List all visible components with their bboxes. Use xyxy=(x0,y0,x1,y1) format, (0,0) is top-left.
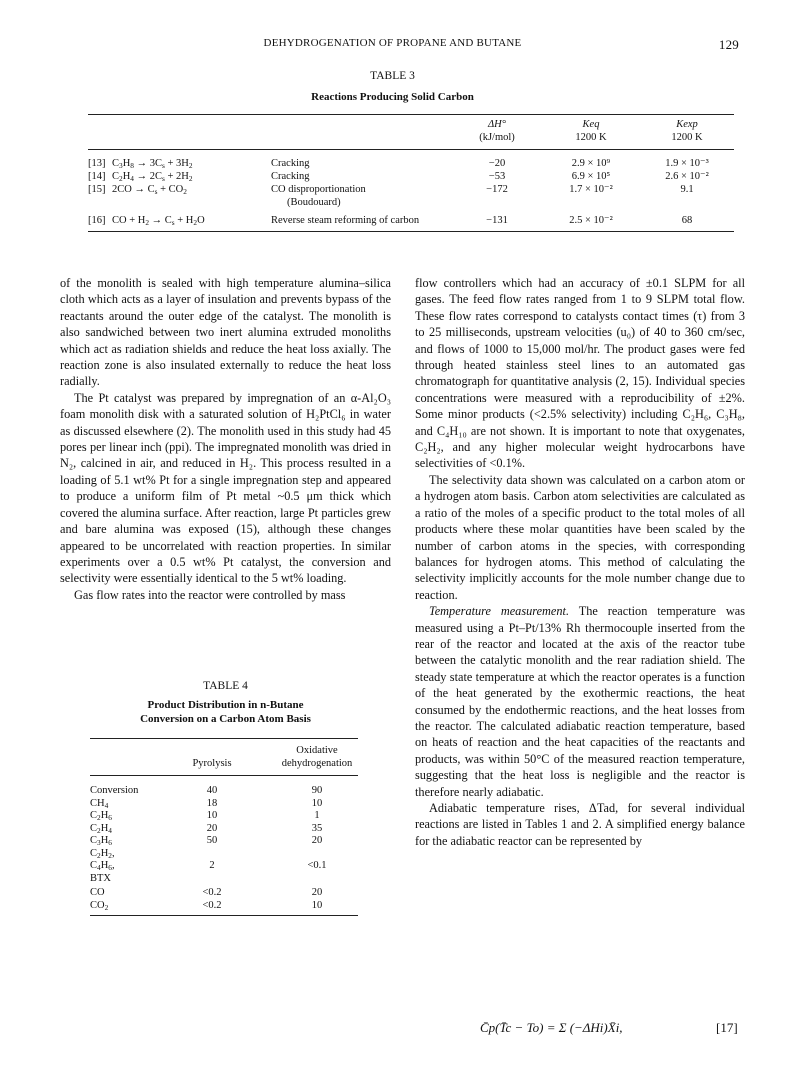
table4-top-rule xyxy=(90,738,358,739)
table-row: $C_2H_4$ 20 35 xyxy=(90,822,323,835)
table3-top-rule xyxy=(88,114,734,115)
table-row: [13] $C_3H_8 \to 3C_s + 3H_2$ Cracking −20 2.9 × 10⁹ 1.9 × 10⁻³ xyxy=(88,158,709,170)
table3-col-kexp: Kexp 1200 K xyxy=(671,119,703,143)
table4-col-pyrolysis: Pyrolysis xyxy=(192,758,232,769)
table4-title: Product Distribution in n-Butane Conversion on a Carbon Atom Basis xyxy=(140,699,311,725)
reaction-formula: $2CO \to C_s + CO_2$ xyxy=(112,184,187,196)
table-row: [16] CO + $H_2 \to C_s + H_2O$ Reverse steam reforming of carbon −131 2.5 × 10⁻² 68 xyxy=(88,215,693,227)
page-number: 129 xyxy=(718,37,739,52)
paragraph: The Pt catalyst was prepared by impregnation of an α-Al₂O₃ foam monolith disk with a saturated solution of H₂PtCl₆ in water as discussed elsewhere (2). The monolith used in this study had 45 pores per linear inch (ppi). The impregnated monolith was dried in N₂, calcined in air, and reduced in H₂. This process resulted in a loading of 5.1 wt% Pt for a single impregnation step and appeared to produce a uniform film of Pt metal ~0.5 μm thick which covered the alumina surface. After reaction, large Pt particles grew and bare alumina was exposed (15), although these changes appeared to be uncorrelated with reaction properties. In similar experiments over a 0.5 wt% Pt catalyst, the conversion and selectivity were essentially identical to the 5 wt% loading. xyxy=(60,390,391,586)
paragraph: Gas flow rates into the reactor were controlled by mass xyxy=(74,587,346,602)
left-column xyxy=(60,275,391,603)
table4-bottom-rule xyxy=(90,915,358,916)
section-heading: Temperature measurement. xyxy=(429,604,570,619)
table4-col-oxidative: Oxidative dehydrogenation xyxy=(281,745,353,769)
table3-col-dh: ΔH° (kJ/mol) xyxy=(479,119,515,143)
reaction-formula: $C_3H_8 \to 3C_s + 3H_2$ xyxy=(112,158,193,170)
table3-bottom-rule xyxy=(88,231,734,232)
right-column xyxy=(415,275,745,849)
paragraph: of the monolith is sealed with high temperature alumina–silica cloth which acts as a layer of insulation and prevents bypass of the reactants around the outer edge of the catalyst. The monolith is also sandwiched between two inert alumina extruded monoliths which act as radiation shields and reduce the heat loss axially. The reaction zone is also insulated externally to reduce the heat loss radially. xyxy=(60,276,391,389)
table-row: $C_4H_6$, 2 <0.1 xyxy=(90,860,327,872)
table-row: CO <0.2 20 xyxy=(90,887,323,898)
table3-body xyxy=(88,157,734,227)
paragraph: Temperature measurement. The reaction temperature was measured using a Pt–Pt/13% Rh thermocouple inserted from the rear of the reactor and located at the axis of the reactor tube between the catalytic monolith and the rear radiation shield. The steady state temperature at which the reactor operates is a function of the heat generated by the exothermic reactions, the heat consumed by the endothermic reactions, and the heat losses from the reactor. The calculated adiabatic reaction temperature, based on heats of reaction and the heat capacities of the reactants and products, was within 50°C of the measured reaction temperature, suggesting that the heat loss is negligible and the reactor is therefore nearly adiabatic. xyxy=(415,604,745,799)
table3-col-keq: Keq 1200 K xyxy=(575,119,607,143)
table-row: $C_3H_6$ 50 20 xyxy=(90,835,323,847)
table4-body xyxy=(90,784,358,911)
table-row: BTX xyxy=(90,872,111,884)
running-title: DEHYDROGENATION OF PROPANE AND BUTANE xyxy=(263,37,522,49)
table-row: [15] $2CO \to C_s + CO_2$ CO disproportionation (Boudouard) −172 1.7 × 10⁻² 9.1 xyxy=(88,184,694,208)
table-row: $C_2H_2$, xyxy=(90,847,115,860)
paragraph: Adiabatic temperature rises, ΔTad, for several individual reactions are listed in Tables 1 and 2. A simplified energy balance for the adiabatic reactor can be represented by xyxy=(415,801,745,848)
table-row: Conversion 40 90 xyxy=(90,785,323,796)
reaction-formula: CO + $H_2 \to C_s + H_2O$ xyxy=(112,215,205,227)
table3-header-rule xyxy=(88,149,734,150)
table4-header-rule xyxy=(90,775,358,776)
paragraph: flow controllers which had an accuracy of ±0.1 SLPM for all gases. The feed flow rates ranged from 1 to 9 SLPM total flow. These flow rates correspond to catalysts contact times (τ) from 3 to 25 milliseconds, upstream velocities (u₀) of 40 to 360 cm/sec, and flows of 1000 to 15,000 mol/hr. The product gases were fed through heated stainless steel lines to an automated gas chromatograph for quantitative analysis (2, 15). Individual species concentrations were measured with a reproducibility of ±2%. Some minor products (<2.5% selectivity) including C₂H₆, C₃H₈, and C₄H₁₀ are not shown. It is important to note that oxygenates, C₂H₂, and any higher molecular weight hydrocarbons have selectivities of <0.1%. xyxy=(415,276,745,471)
reaction-formula: $C_2H_4 \to 2C_s + 2H_2$ xyxy=(112,171,193,183)
table-row: $CO_2$ <0.2 10 xyxy=(90,899,323,912)
table-row: $CH_4$ 18 10 xyxy=(90,797,323,810)
table-row: $C_2H_6$ 10 1 xyxy=(90,810,320,822)
table-row: [14] $C_2H_4 \to 2C_s + 2H_2$ Cracking −53 6.9 × 10⁵ 2.6 × 10⁻² xyxy=(88,171,709,183)
paragraph: The selectivity data shown was calculated on a carbon atom or a hydrogen atom basis. Carbon atom selectivities are calculated as a ratio of the moles of a specific product to the total moles of all products where these molar quantities have been scaled by the number of carbon atoms in the species, with corresponding balances for hydrogen atoms. This method of calculating the selectivity implicitly accounts for the mole number change due to reaction. xyxy=(415,472,745,602)
table3-label: TABLE 3 xyxy=(370,70,415,82)
table4-label: TABLE 4 xyxy=(203,680,248,692)
equation-number: [17] xyxy=(716,1020,738,1035)
table3-title: Reactions Producing Solid Carbon xyxy=(311,91,474,103)
equation: C̄p(T̄c − To) = Σ (−ΔHi)X̄i, xyxy=(480,1020,623,1035)
